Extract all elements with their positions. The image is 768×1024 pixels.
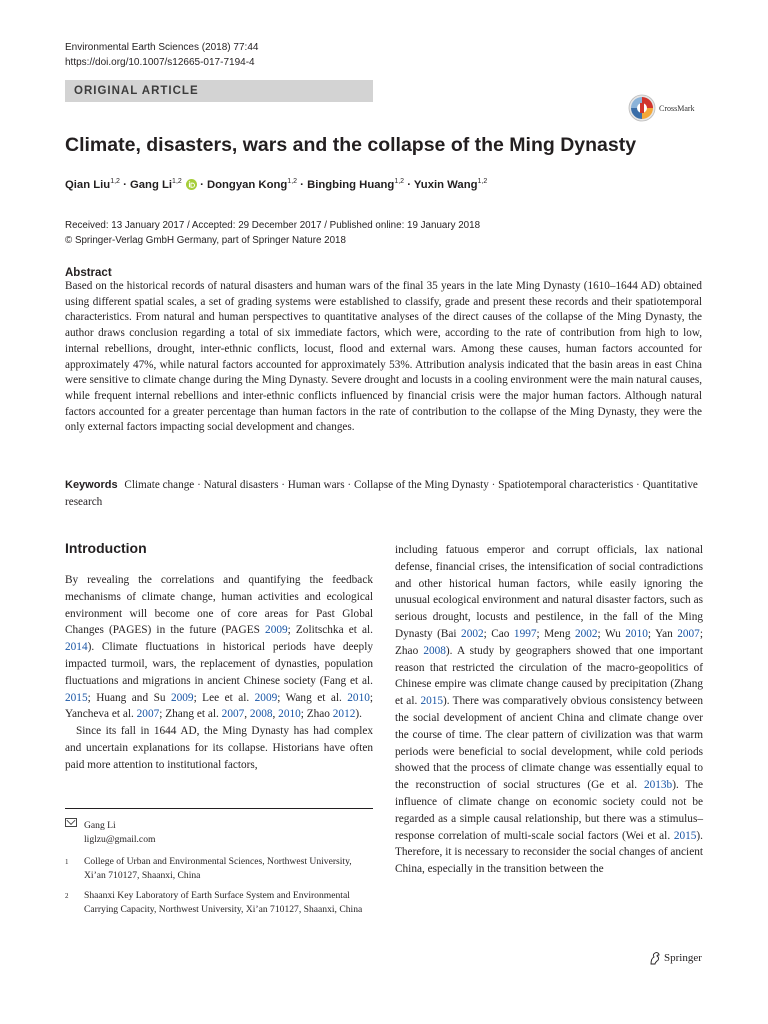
publication-dates (65, 218, 480, 248)
crossmark-badge[interactable] (628, 94, 695, 122)
keywords-list: Climate change · Natural disasters · Human wars · Collapse of the Ming Dynasty · Spatiotemporal characteristics · Quantitative research (65, 479, 698, 508)
citation-link[interactable]: 2015 (65, 691, 88, 704)
body-column-right (395, 542, 703, 878)
author-affiliation: 1,2 (394, 178, 405, 185)
citation-link[interactable]: 2010 (278, 708, 301, 721)
citation-link[interactable]: 2007 (136, 708, 160, 721)
affiliation-number: 1 (65, 858, 69, 866)
author-name[interactable]: Yuxin Wang (413, 178, 478, 191)
citation-link[interactable]: 2014 (65, 641, 88, 654)
orcid-icon[interactable] (186, 179, 197, 190)
author-affiliation: 1,2 (287, 178, 298, 185)
affiliation-number: 2 (65, 892, 69, 900)
springer-horse-icon (649, 951, 661, 965)
citation-link[interactable]: 2002 (461, 627, 484, 640)
publisher-logo (649, 951, 702, 965)
introduction-heading: Introduction (65, 540, 147, 556)
abstract-body: Based on the historical records of natural disasters and human wars of the final 35 years in the late Ming Dynasty (1610–1644 AD) obtained using different spatial scales, a set of grading systems were established to classify, grade and present these records and their spatiotemporal characteristics. From natural and human perspectives to quantitative analyses of the direct causes of the collapse of the Ming Dynasty, the author draws conclusion regarding a total of six immediate factors, which were, according to the rate of contribution from high to low, internal rebellions, drought, inter-ethnic conflicts, locust, flood and external wars. Among these causes, human factors accounted for approximately 47%, while natural factors accounted for approximately 53%. Attribution analysis indicated that the basin areas in east China were sensitive to climate change during the Ming Dynasty. Severe drought and locusts in a cooling environment were the main natural causes, while frequent internal rebellions and inter-ethnic conflicts influenced by financial crisis were the major human factors. Although natural factors accounted for a greater percentage than human factors in the rate of contribution to the collapse of the Ming Dynasty, they were the only external factors impacting social development and changes. (65, 280, 702, 434)
author-name[interactable]: Dongyan Kong (206, 178, 288, 191)
citation-link[interactable]: 2015 (673, 829, 697, 842)
intro-paragraph-3: including fatuous emperor and corrupt officials, lax national defense, financial crises, the intensification of social contradictions and other historical human factors, while easily ignoring the unusual ecological environment and natural disaster factors, such as serious drought, locusts and pestilence, in the fall of the Ming Dynasty (Bai 2002; Cao 1997; Meng 2002; Wu 2010; Yan 2007; Zhao 2008). A study by geographers showed that one important reason that restricted the circulation of the macro-geopolitics of Chinese empire was climate change caused by precipitation (Zhang et al. 2015). There was comparatively obvious consistency between the social development of ancient China and climate change over the course of time. The clear pattern of civilization was that warm periods were beneficial to social development, while cold periods showed that the process of climate change was essentially equal to the reconstruction of social structures (Ge et al. 2013b). The influence of climate change on economic society could not be regarded as a simple causal relationship, but there was a stimulus–response correlation of multi-scale social factors (Wei et al. 2015). Therefore, it is necessary to reconsider the social changes of ancient China, especially in the transition between the (395, 544, 703, 876)
affiliation-1 (65, 855, 374, 883)
footnote-divider (65, 808, 373, 809)
corresponding-name: Gang Li (84, 820, 116, 831)
author-name[interactable]: Bingbing Huang (307, 178, 395, 191)
author-list: Qian Liu$^{1,2}$ · Gang Li$^{1,2}$ · Dongyan Kong$^{1,2}$ · Bingbing Huang$^{1,2}$ · Yuxin Wang$^{1,2}$ (65, 178, 488, 191)
abstract-heading: Abstract (65, 267, 112, 279)
keywords-section (65, 477, 702, 511)
author-name[interactable]: Qian Liu (65, 178, 111, 191)
citation-link[interactable]: 2009 (265, 624, 288, 637)
envelope-icon (65, 818, 77, 827)
journal-line: Environmental Earth Sciences (2018) 77:44 (65, 42, 259, 53)
crossmark-label: CrossMark (659, 103, 695, 113)
citation-link[interactable]: 2007 (221, 708, 245, 721)
citation-link[interactable]: 2008 (423, 644, 446, 657)
corresponding-email[interactable]: liglzu@gmail.com (84, 834, 156, 845)
citation-link[interactable]: 2015 (420, 695, 444, 708)
citation-link[interactable]: 1997 (513, 627, 537, 640)
citation-link[interactable]: 2010 (625, 627, 648, 640)
intro-paragraph-1: By revealing the correlations and quantifying the feedback mechanisms of climate change, human activities and ecological environment will become one of core areas for Past Global Changes (PAGES) in the future (PAGES 2009; Zolitschka et al. 2014). Climate fluctuations in historical periods have deeply impacted turmoil, wars, the replacement of dynasties, population fluctuations and migrations in ancient Chinese society (Fang et al. 2015; Huang and Su 2009; Lee et al. 2009; Wang et al. 2010; Yancheva et al. 2007; Zhang et al. 2007, 2008, 2010; Zhao 2012). (65, 574, 373, 721)
article-title: Climate, disasters, wars and the collapse of the Ming Dynasty (65, 134, 637, 156)
body-column-left (65, 572, 373, 774)
journal-citation (65, 40, 258, 70)
affiliation-2 (65, 889, 374, 917)
citation-link[interactable]: 2002 (574, 627, 598, 640)
history-dates: Received: 13 January 2017 / Accepted: 29 December 2017 / Published online: 19 January 2018 (65, 220, 481, 231)
copyright-notice: © Springer-Verlag GmbH Germany, part of Springer Nature 2018 (65, 235, 346, 246)
affiliation-text: Shaanxi Key Laboratory of Earth Surface System and Environmental Carrying Capacity, Northwest University, Xi’an 710127, Shaanxi, China (84, 890, 363, 915)
publisher-name: Springer (664, 952, 702, 964)
author-affiliation: 1,2 (477, 178, 488, 185)
citation-link[interactable]: 2009 (170, 691, 194, 704)
citation-link[interactable]: 2007 (677, 627, 700, 640)
author-affiliation: 1,2 (110, 178, 120, 185)
article-type-banner: ORIGINAL ARTICLE (65, 80, 373, 102)
crossmark-icon (628, 94, 656, 122)
corresponding-author (65, 818, 155, 847)
citation-link[interactable]: 2009 (254, 691, 278, 704)
citation-link[interactable]: 2012 (332, 708, 356, 721)
affiliation-text: College of Urban and Environmental Sciences, Northwest University, Xi’an 710127, Shaanxi, China (84, 856, 352, 881)
author-affiliation: 1,2 (172, 178, 182, 185)
author-name[interactable]: Gang Li (129, 178, 173, 191)
doi-link[interactable]: https://doi.org/10.1007/s12665-017-7194-4 (65, 57, 255, 68)
keywords-heading: Keywords (65, 479, 118, 491)
intro-paragraph-2: Since its fall in 1644 AD, the Ming Dynasty has had complex and uncertain explanations for its collapse. Historians have often paid more attention to institutional factors, (65, 725, 373, 771)
citation-link[interactable]: 2008 (249, 708, 273, 721)
citation-link[interactable]: 2013b (643, 779, 673, 792)
citation-link[interactable]: 2010 (347, 691, 370, 704)
